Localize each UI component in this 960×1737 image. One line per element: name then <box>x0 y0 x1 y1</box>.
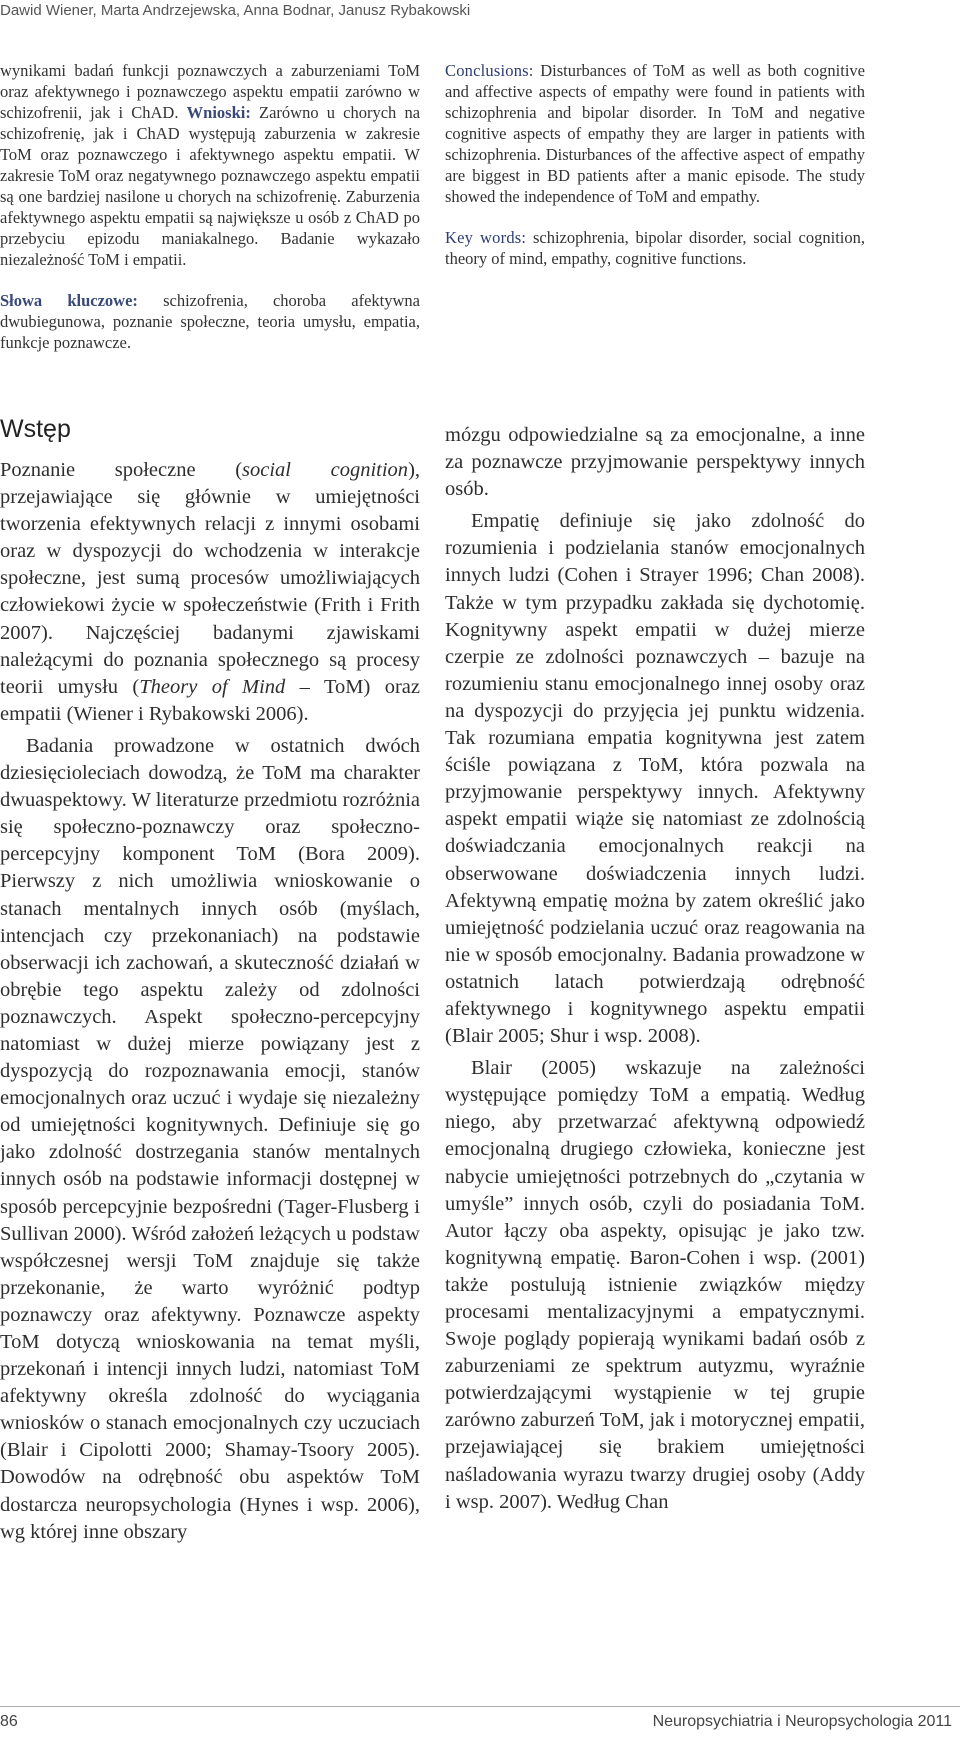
page-number: 86 <box>0 1713 18 1730</box>
abstract-en-conclusions-label: Conclusions: <box>445 61 534 80</box>
abstract-polish <box>0 60 420 353</box>
abstract-pl-results-text: wynikami badań funkcji poznawczych a zaburzeniami ToM oraz afektywnego i poznawczego aspektu empatii zarówno w schizofrenii, jak i ChAD. <box>0 61 420 122</box>
abstract-pl-conclusions-text: Zarówno u chorych na schizofrenię, jak i ChAD występują zaburzenia w zakresie ToM oraz poznawczego i afektywnego aspektu empatii. W zakresie ToM oraz negatywnego poznawczego aspektu empatii są one bardziej nasilone u chorych na schizofrenię. Zaburzenia afektywnego aspektu empatii są największe u osób z ChAD po przebyciu epizodu maniakalnego. Badanie wykazało niezależność ToM i empatii. <box>0 103 421 269</box>
abstract-en-conclusions <box>445 60 865 207</box>
body-paragraph: Empatię definiuje się jako zdolność do rozumienia i podzielania stanów emocjonalnych innych ludzi (Cohen i Strayer 1996; Chan 2008). Także w tym przypadku zakłada się dychotomię. Kognitywny aspekt empatii w dużej mierze czerpie ze zdolności poznawczych – bazuje na rozumieniu stanu emocjonalnego innej osoby oraz na dyspozycji do przyjęcia jej punktu widzenia. Tak rozumiana empatia kognitywna jest zatem ściśle powiązana z ToM, która pozwala na przyjmowanie perspektywy innych. Afektywny aspekt empatii wiąże się natomiast ze zdolnością doświadczania emocjonalnych reakcji na obserwowane doświadczenia innych ludzi. Afektywną empatię można by zatem określić jako umiejętność podzielania uczuć oraz reagowania na nie w sposób emocjonalny. Badania prowadzone w ostatnich latach potwierdzają odrębność afektywnego i kognitywnego aspektu empatii (Blair 2005; Shur i wsp. 2008). <box>445 510 865 1048</box>
abstract-en-keywords-text: schizophrenia, bipolar disorder, social cognition, theory of mind, empathy, cognitive functions. <box>445 228 866 268</box>
body-text-run: ), przejawiające się głównie w umiejętności tworzenia efektywnych relacji z innymi osobami oraz w dyspozycji do wchodzenia w interakcje społeczne, jest sumą procesów umożliwiających człowiekowi życie w społeczeństwie (Frith i Frith 2007). Najczęściej badanymi zjawiskami należącymi do poznania społecznego są procesy teorii umysłu ( <box>0 459 421 698</box>
section-title: Wstęp <box>0 415 71 443</box>
body-text-run: Poznanie społeczne ( <box>0 459 243 481</box>
abstract-pl-keywords-text: schizofrenia, choroba afektywna dwubiegunowa, poznanie społeczne, teoria umysłu, empatia, funkcje poznawcze. <box>0 291 421 352</box>
abstract-pl-results <box>0 60 420 270</box>
footer-divider <box>0 1706 960 1707</box>
body-paragraph: Blair (2005) wskazuje na zależności występujące pomiędzy ToM a empatią. Według niego, aby przetwarzać afektywną odpowiedź emocjonalną drugiego człowieka, konieczne jest nabycie umiejętności potrzebnych do „czytania w umyśle” innych osób, czyli do posiadania ToM. Autor łączy oba aspekty, opisując je jako tzw. kognitywną empatię. Baron-Cohen i wsp. (2001) także postulują istnienie związków między procesami mentalizacyjnymi a empatycznymi. Swoje poglądy popierają wynikami badań osób z zaburzeniami ze spektrum autyzmu, wyraźnie potwierdzającymi wystąpienie w tej grupie zarówno zaburzeń ToM, jak i motorycznej empatii, przejawiającej się brakiem umiejętności naśladowania wyrazu twarzy drugiej osoby (Addy i wsp. 2007). Według Chan <box>445 1057 865 1513</box>
running-head-authors: Dawid Wiener, Marta Andrzejewska, Anna Bodnar, Janusz Rybakowski <box>0 2 471 19</box>
body-paragraph: Badania prowadzone w ostatnich dwóch dziesięcioleciach dowodzą, że ToM ma charakter dwuaspektowy. W literaturze przedmiotu rozróżnia się społeczno-poznawczy oraz społeczno-percepcyjny komponent ToM (Bora 2009). Pierwszy z nich umożliwia wnioskowanie o stanach mentalnych innych osób (myślach, intencjach czy przekonaniach) na podstawie obserwacji ich zachowań, a skuteczność działań w obrębie tego aspektu zależy od zdolności poznawczych. Aspekt społeczno-percepcyjny natomiast w dużej mierze powiązany jest z dyspozycją do rozpoznawania emocji, stanów emocjonalnych oraz uczuć i wydaje się niezależny od umiejętności kognitywnych. Definiuje się go jako zdolność dostrzegania stanów mentalnych innych osób na podstawie informacji dostępnej w sposób percepcyjnie bezpośredni (Tager-Flusberg i Sullivan 2000). Wśród założeń leżących u podstaw współczesnej wersji ToM znajduje się także przekonanie, że warto wyróżnić podtyp poznawczy oraz afektywny. Poznawcze aspekty ToM dotyczą wnioskowania na temat myśli, przekonań i intencji innych ludzi, natomiast ToM afektywny określa zdolność do wyciągania wniosków o stanach emocjonalnych czy uczuciach (Blair i Cipolotti 2000; Shamay-Tsoory 2005). Dowodów na odrębność obu aspektów ToM dostarcza neuropsychologia (Hynes i wsp. 2006), wg której inne obszary <box>0 734 420 1543</box>
body-column-right <box>445 422 865 1516</box>
body-paragraph: mózgu odpowiedzialne są za emocjonalne, a inne za poznawcze przyjmowanie perspektywy innych osób. <box>445 424 865 501</box>
body-paragraph <box>0 457 420 728</box>
abstract-pl-conclusions-label: Wnioski: <box>186 103 251 122</box>
body-column-left <box>0 457 420 1546</box>
body-text-italic: social cognition <box>242 459 409 481</box>
abstract-pl-keywords-label: Słowa kluczowe: <box>0 291 138 310</box>
abstract-english <box>445 60 865 269</box>
body-text-run: – ToM) oraz empatii (Wiener i Rybakowski 2006). <box>0 675 420 725</box>
abstract-pl-keywords <box>0 290 420 353</box>
abstract-en-keywords-label: Key words: <box>445 228 527 247</box>
journal-name: Neuropsychiatria i Neuropsychologia 2011 <box>652 1713 952 1730</box>
abstract-en-keywords <box>445 227 865 269</box>
abstract-en-conclusions-text: Disturbances of ToM as well as both cognitive and affective aspects of empathy were found in patients with schizophrenia and bipolar disorder. In ToM and negative cognitive aspects of empathy they are larger in patients with schizophrenia. Disturbances of the affective aspect of empathy are biggest in BD patients after a manic episode. The study showed the independence of ToM and empathy. <box>445 61 865 206</box>
body-text-italic: Theory of Mind <box>139 675 286 698</box>
